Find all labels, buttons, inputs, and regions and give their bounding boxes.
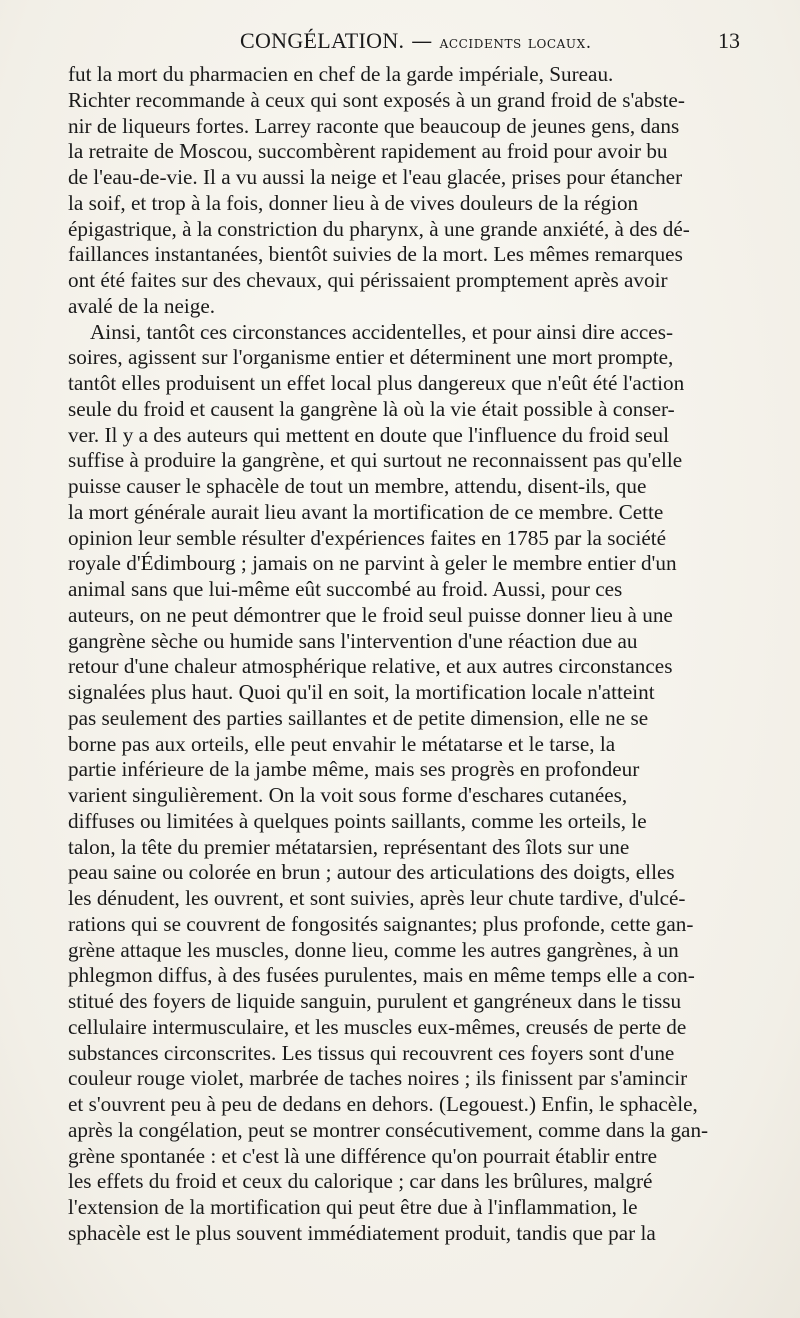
text-line: Richter recommande à ceux qui sont exposés à un grand froid de s'abste- <box>68 87 685 112</box>
text-line: les dénudent, les ouvrent, et sont suivies, après leur chute tardive, d'ulcé- <box>68 886 686 910</box>
text-line: Ainsi, tantôt ces circonstances accidentelles, et pour ainsi dire acces- <box>90 319 674 344</box>
text-line: signalées plus haut. Quoi qu'il en soit, la mortification locale n'atteint <box>68 680 655 704</box>
text-line: la retraite de Moscou, succombèrent rapidement au froid pour avoir bu <box>68 139 668 164</box>
text-line: les effets du froid et ceux du calorique ; car dans les brûlures, malgré <box>68 1169 653 1194</box>
text-line: grène spontanée : et c'est là une différence qu'on pourrait établir entre <box>68 1143 658 1168</box>
text-line: puisse causer le sphacèle de tout un membre, attendu, disent-ils, que <box>68 474 647 498</box>
text-line: cellulaire intermusculaire, et les muscles eux-mêmes, creusés de perte de <box>68 1014 687 1039</box>
text-line: tantôt elles produisent un effet local plus dangereux que n'eût été l'action <box>68 371 685 395</box>
header-title: CONGÉLATION. <box>240 28 405 53</box>
body-text <box>68 62 734 1247</box>
text-line: couleur rouge violet, marbrée de taches noires ; ils finissent par s'amincir <box>68 1066 688 1091</box>
text-line: rations qui se couvrent de fongosités saignantes; plus profonde, cette gan- <box>68 911 694 936</box>
text-line: borne pas aux orteils, elle peut envahir le métatarse et le tarse, la <box>68 731 616 756</box>
text-line: faillances instantanées, bientôt suivies de la mort. Les mêmes remarques <box>68 242 683 267</box>
header-section: accidents locaux. <box>439 33 592 53</box>
text-line: soires, agissent sur l'organisme entier et déterminent une mort prompte, <box>68 345 674 370</box>
text-line: la soif, et trop à la fois, donner lieu à de vives douleurs de la région <box>68 190 639 215</box>
text-line: partie inférieure de la jambe même, mais ses progrès en profondeur <box>68 757 640 782</box>
text-line: pas seulement des parties saillantes et de petite dimension, elle ne se <box>68 705 649 730</box>
text-line: et s'ouvrent peu à peu de dedans en dehors. (Legouest.) Enfin, le sphacèle, <box>68 1092 698 1116</box>
text-line: de l'eau-de-vie. Il a vu aussi la neige et l'eau glacée, prises pour étancher <box>68 165 683 189</box>
running-header <box>240 28 592 58</box>
text-line: suffise à produire la gangrène, et qui surtout ne reconnaissent pas qu'elle <box>68 448 683 473</box>
text-line: la mort générale aurait lieu avant la mortification de ce membre. Cette <box>68 499 664 524</box>
text-line: talon, la tête du premier métatarsien, représentant des îlots sur une <box>68 834 630 859</box>
text-line: substances circonscrites. Les tissus qui recouvrent ces foyers sont d'une <box>68 1040 675 1065</box>
text-line: animal sans que lui-même eût succombé au froid. Aussi, pour ces <box>68 577 623 601</box>
text-line: varient singulièrement. On la voit sous forme d'eschares cutanées, <box>68 783 628 807</box>
text-line: royale d'Édimbourg ; jamais on ne parvint à geler le membre entier d'un <box>68 551 677 576</box>
text-line: ont été faites sur des chevaux, qui périssaient promptement après avoir <box>68 268 668 292</box>
text-line: l'extension de la mortification qui peut être due à l'inflammation, le <box>68 1195 638 1219</box>
text-line: phlegmon diffus, à des fusées purulentes, mais en même temps elle a con- <box>68 963 695 988</box>
text-line: retour d'une chaleur atmosphérique relative, et aux autres circonstances <box>68 654 673 679</box>
text-line: épigastrique, à la constriction du pharynx, à une grande anxiété, à des dé- <box>68 216 690 241</box>
text-line: sphacèle est le plus souvent immédiatement produit, tandis que par la <box>68 1220 656 1245</box>
text-line: diffuses ou limitées à quelques points saillants, comme les orteils, le <box>68 808 647 833</box>
header-dash: — <box>411 29 433 53</box>
text-line: fut la mort du pharmacien en chef de la garde impériale, Sureau. <box>68 62 614 86</box>
text-line: opinion leur semble résulter d'expériences faites en 1785 par la société <box>68 525 667 550</box>
text-line: après la congélation, peut se montrer consécutivement, comme dans la gan- <box>68 1117 709 1142</box>
text-line: auteurs, on ne peut démontrer que le froid seul puisse donner lieu à une <box>68 602 673 627</box>
text-line: nir de liqueurs fortes. Larrey raconte que beaucoup de jeunes gens, dans <box>68 113 680 138</box>
text-line: ver. Il y a des auteurs qui mettent en doute que l'influence du froid seul <box>68 422 670 447</box>
text-line: gangrène sèche ou humide sans l'intervention d'une réaction due au <box>68 628 638 653</box>
text-line: seule du froid et causent la gangrène là où la vie était possible à conser- <box>68 396 675 421</box>
text-line: stitué des foyers de liquide sanguin, purulent et gangréneux dans le tissu <box>68 989 682 1013</box>
text-line: avalé de la neige. <box>68 293 216 318</box>
text-line: grène attaque les muscles, donne lieu, comme les autres gangrènes, à un <box>68 937 679 962</box>
text-line: peau saine ou colorée en brun ; autour des articulations des doigts, elles <box>68 860 675 885</box>
page-number: 13 <box>718 28 740 53</box>
